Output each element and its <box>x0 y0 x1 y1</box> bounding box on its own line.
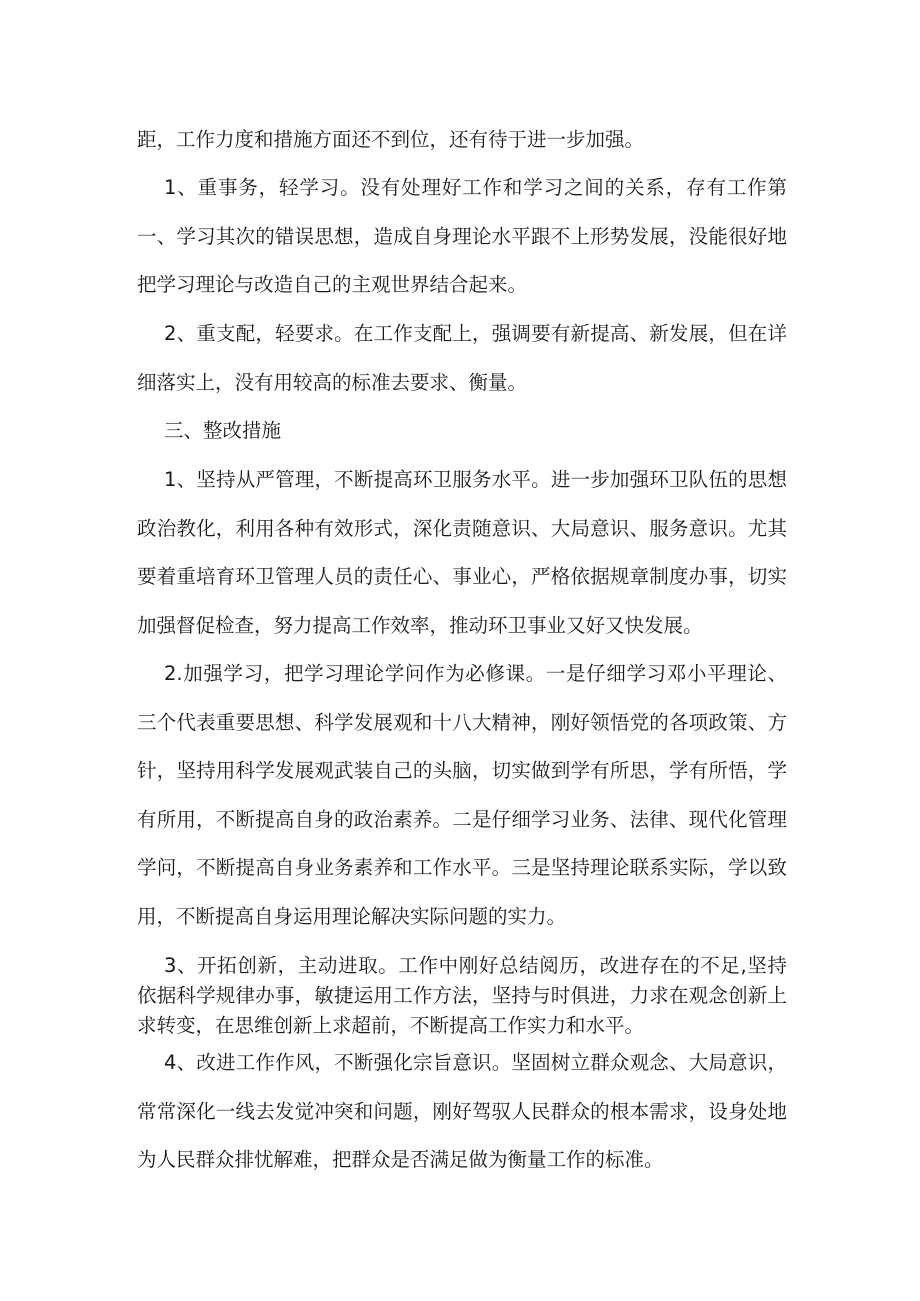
paragraph-measure-1: 1、坚持从严管理，不断提高环卫服务水平。进一步加强环卫队伍的思想政治教化，利用各种有效形式，深化责随意识、大局意识、服务意识。尤其要着重培育环卫管理人员的责任心、事业心，严格依据规章制度办事，切实加强督促检查，努力提高工作效率，推动环卫事业又好又快发展。 <box>137 468 787 637</box>
section-heading-rectification-measures: 三、整改措施 <box>164 419 282 442</box>
paragraph-measure-2: 2.加强学习，把学习理论学问作为必修课。一是仔细学习邓小平理论、三个代表重要思想、科学发展观和十八大精神，刚好领悟党的各项政策、方针，坚持用科学发展观武装自己的头脑，切实做到学有所思，学有所悟，学有所用，不断提高自身的政治素养。二是仔细学习业务、法律、现代化管理学问，不断提高自身业务素养和工作水平。三是坚持理论联系实际，学以致用，不断提高自身运用理论解决实际问题的实力。 <box>137 662 787 928</box>
paragraph-measure-4: 4、改进工作作风，不断强化宗旨意识。坚固树立群众观念、大局意识，常常深化一线去发觉冲突和问题，刚好驾驭人民群众的根本需求，设身处地为人民群众排忧解难，把群众是否满足做为衡量工作的标准。 <box>137 1051 787 1171</box>
paragraph-continuation: 距，工作力度和措施方面还不到位，还有待于进一步加强。 <box>137 128 645 151</box>
paragraph-issue-2: 2、重支配，轻要求。在工作支配上，强调要有新提高、新发展，但在详细落实上，没有用较高的标准去要求、衡量。 <box>137 322 787 394</box>
paragraph-issue-1: 1、重事务，轻学习。没有处理好工作和学习之间的关系，存有工作第一、学习其次的错误思想，造成自身理论水平跟不上形势发展，没能很好地把学习理论与改造自己的主观世界结合起来。 <box>137 176 787 296</box>
paragraph-measure-3: 3、开拓创新，主动进取。工作中刚好总结阅历，改进存在的不足,坚持依据科学规律办事，敏捷运用工作方法，坚持与时俱进，力求在观念创新上求转变，在思维创新上求超前，不断提高工作实力和水平。 <box>137 954 787 1037</box>
